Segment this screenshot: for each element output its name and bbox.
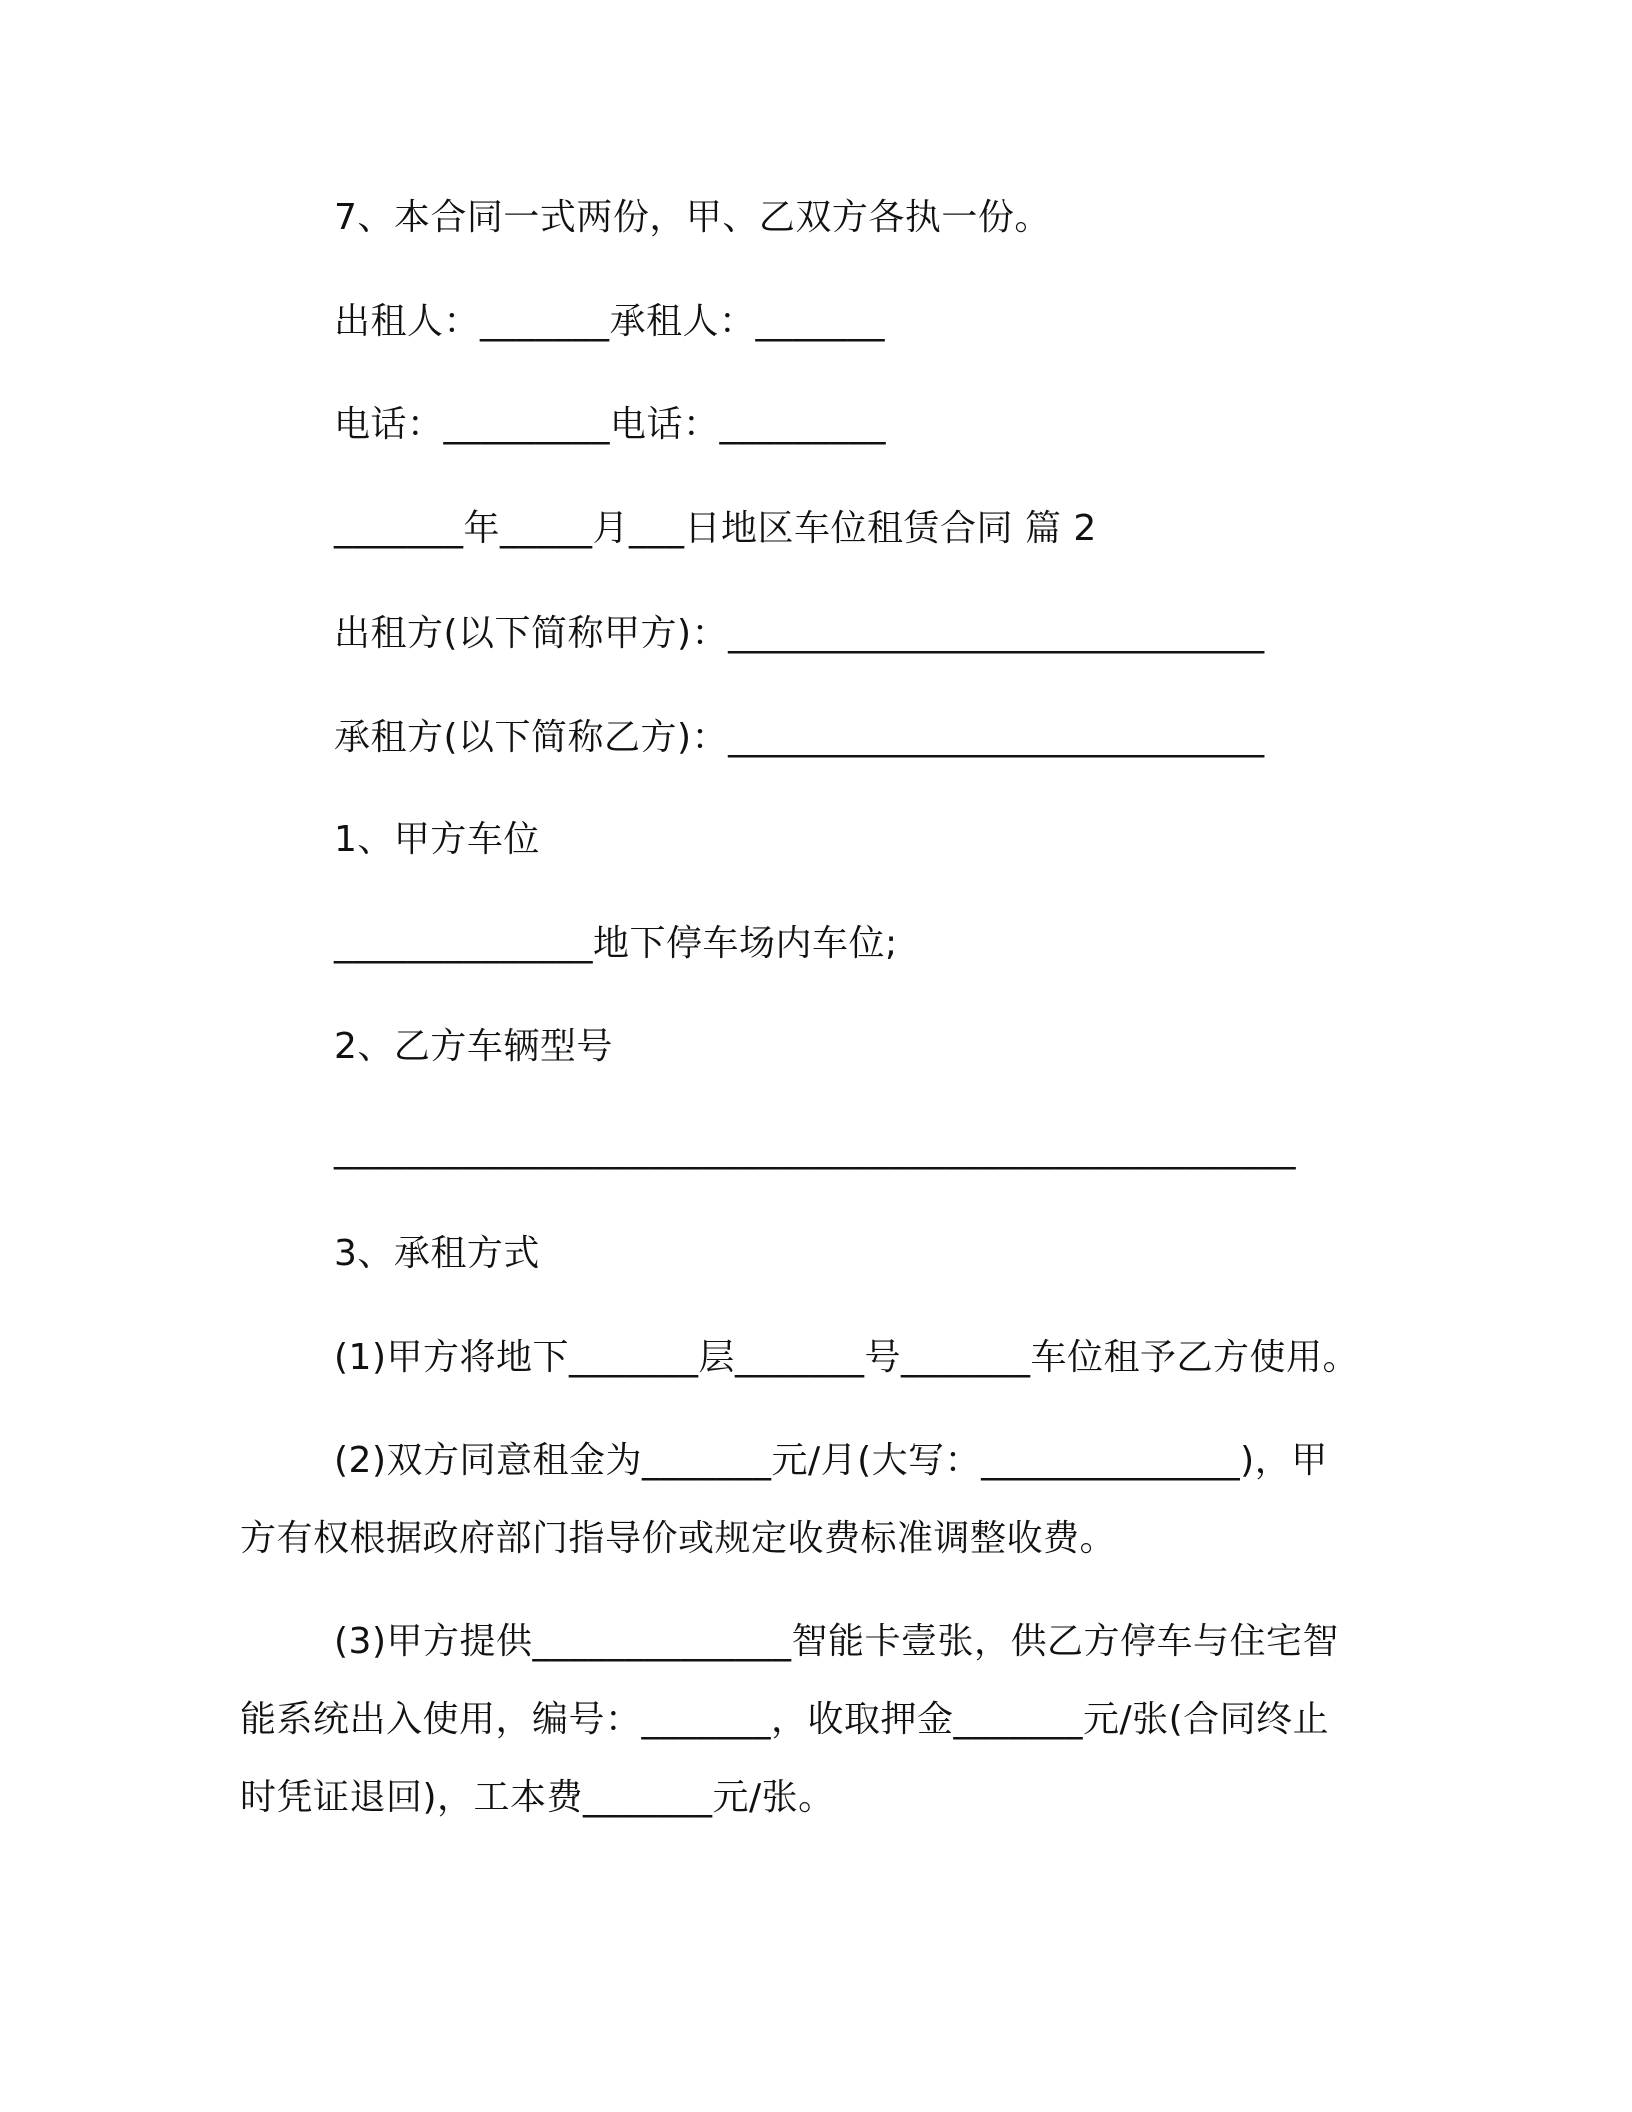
lessor-lessee-signature-line: 出租人：_______承租人：_______: [334, 301, 886, 342]
phone-line: 电话：_________电话：_________: [334, 404, 887, 445]
clause-3-2-line-2: 方有权根据政府部门指导价或规定收费标准调整收费。: [240, 1518, 1117, 1559]
clause-3-2-line-1: (2)双方同意租金为_______元/月(大写：______________)，甲: [334, 1440, 1328, 1481]
contract-title-date-line: _______年_____月___日地区车位租赁合同 篇 2: [334, 508, 1097, 549]
clause-3-3-line-3: 时凭证退回)，工本费_______元/张。: [240, 1777, 835, 1818]
clause-7-copies: 7、本合同一式两份，甲、乙双方各执一份。: [334, 197, 1051, 238]
section-3-heading: 3、承租方式: [334, 1233, 540, 1274]
lessee-party-b-line: 承租方(以下简称乙方)：_____________________________: [334, 717, 1265, 758]
lessor-party-a-line: 出租方(以下简称甲方)：_____________________________: [334, 613, 1265, 654]
clause-3-1-line: (1)甲方将地下_______层_______号_______车位租予乙方使用。: [334, 1337, 1359, 1378]
section-2-heading: 2、乙方车辆型号: [334, 1026, 613, 1067]
clause-3-3-line-2: 能系统出入使用，编号：_______，收取押金_______元/张(合同终止: [240, 1699, 1330, 1740]
section-1-heading: 1、甲方车位: [334, 819, 540, 860]
clause-3-3-line-1: (3)甲方提供______________智能卡壹张，供乙方停车与住宅智: [334, 1621, 1339, 1662]
vehicle-model-blank-line: ____________________________________________________: [334, 1129, 1296, 1170]
parking-space-location-line: ______________地下停车场内车位;: [334, 923, 898, 964]
